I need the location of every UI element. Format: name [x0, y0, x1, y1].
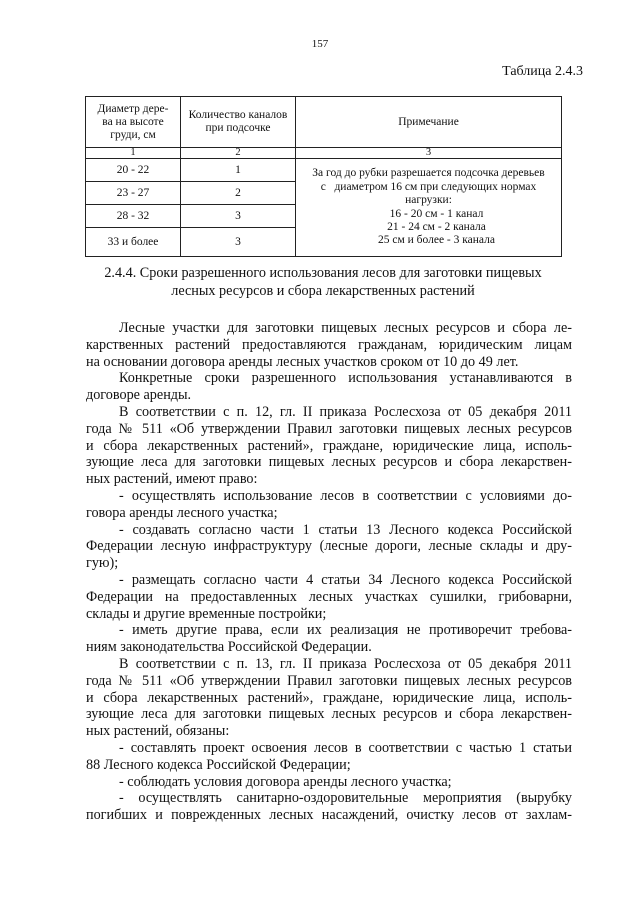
section-title	[88, 264, 558, 300]
text-line: ных растений, имеют право:	[86, 471, 258, 488]
diameter-cell: 28 - 32	[86, 205, 181, 228]
column-number: 1	[86, 148, 181, 159]
text-line: говора аренды лесного участка;	[86, 504, 278, 521]
channels-cell: 3	[181, 228, 296, 257]
text-line: - составлять проект освоения лесов в соответствии с частью 1 статьи	[119, 739, 572, 756]
text-line: и сбора лекарственных растений», граждане, юридические лица, исполь-	[86, 437, 572, 454]
page-number: 157	[311, 38, 329, 50]
text-line: и сбора лекарственных растений», граждане, юридические лица, исполь-	[86, 689, 572, 706]
table-header-row	[86, 97, 562, 148]
header-channels: Количество каналов при подсочке	[181, 97, 296, 148]
text-line: 88 Лесного кодекса Российской Федерации;	[86, 756, 351, 773]
text-line: - осуществлять использование лесов в соответствии с условиями до-	[119, 487, 572, 504]
text-line: карственных растений предоставляются гражданам, юридическим лицам	[86, 336, 572, 353]
text-line: договоре аренды.	[86, 387, 192, 404]
note-line: с диаметром 16 см при следующих нормах	[320, 180, 537, 193]
text-line: года № 511 «Об утверждении Правил заготовки пищевых лесных ресурсов	[86, 672, 572, 689]
table-row	[86, 159, 562, 182]
note-line: За год до рубки разрешается подсочка деревьев	[312, 167, 545, 180]
text-line: - осуществлять санитарно-оздоровительные мероприятия (вырубку	[119, 790, 572, 807]
tapping-norms-table	[85, 96, 562, 257]
text-line: В соответствии с п. 13, гл. II приказа Рослесхоза от 05 декабря 2011	[119, 655, 572, 672]
text-line: Федерации на предоставленных лесных участках сушилки, грибоварни,	[86, 588, 572, 605]
note-cell	[296, 159, 562, 257]
text-line: - иметь другие права, если их реализация не противоречит требова-	[119, 622, 572, 639]
text-line: зующие леса для заготовки пищевых лесных ресурсов и сбора лекарствен-	[86, 454, 572, 471]
text-line: зующие леса для заготовки пищевых лесных ресурсов и сбора лекарствен-	[86, 706, 572, 723]
section-title-line: 2.4.4. Сроки разрешенного использования лесов для заготовки пищевых	[104, 265, 542, 281]
section-title-line: лесных ресурсов и сбора лекарственных растений	[171, 283, 475, 299]
header-diameter: Диаметр дере- ва на высоте груди, см	[86, 97, 181, 148]
text-line: Федерации лесную инфраструктуру (лесные дороги, лесные склады и дру-	[86, 538, 572, 555]
table-caption: Таблица 2.4.3	[502, 64, 583, 79]
table-column-numbers-row	[86, 148, 562, 159]
text-line: ных растений, обязаны:	[86, 723, 230, 740]
text-line: года № 511 «Об утверждении Правил заготовки пищевых лесных ресурсов	[86, 420, 572, 437]
channels-cell: 3	[181, 205, 296, 228]
header-note: Примечание	[296, 97, 562, 148]
text-line: склады и другие временные постройки;	[86, 605, 327, 622]
note-line: нагрузки:	[405, 194, 452, 207]
diameter-cell: 23 - 27	[86, 182, 181, 205]
text-line: на основании договора аренды лесных участков сроком от 10 до 49 лет.	[86, 353, 519, 370]
channels-cell: 1	[181, 159, 296, 182]
diameter-cell: 33 и более	[86, 228, 181, 257]
text-line: Лесные участки для заготовки пищевых лесных ресурсов и сбора ле-	[119, 320, 572, 336]
column-number: 3	[296, 148, 562, 159]
text-line: В соответствии с п. 12, гл. II приказа Рослесхоза от 05 декабря 2011	[119, 403, 572, 420]
text-line: - создавать согласно части 1 статьи 13 Лесного кодекса Российской	[119, 521, 572, 538]
text-line: - соблюдать условия договора аренды лесного участка;	[119, 773, 452, 790]
text-line: - размещать согласно части 4 статьи 34 Лесного кодекса Российской	[119, 571, 572, 588]
channels-cell: 2	[181, 182, 296, 205]
column-number: 2	[181, 148, 296, 159]
text-line: ниям законодательства Российской Федерации.	[86, 639, 372, 656]
text-line: погибших и поврежденных лесных насаждений, очистку лесов от захлам-	[86, 807, 572, 824]
note-line: 16 - 20 см - 1 канал	[389, 207, 484, 220]
text-line: Конкретные сроки разрешенного использования устанавливаются в	[119, 370, 572, 387]
body-text	[86, 320, 572, 824]
note-line: 25 см и более - 3 канала	[378, 234, 495, 247]
text-line: гую);	[86, 555, 119, 572]
note-line: 21 - 24 см - 2 канала	[387, 220, 486, 233]
diameter-cell: 20 - 22	[86, 159, 181, 182]
